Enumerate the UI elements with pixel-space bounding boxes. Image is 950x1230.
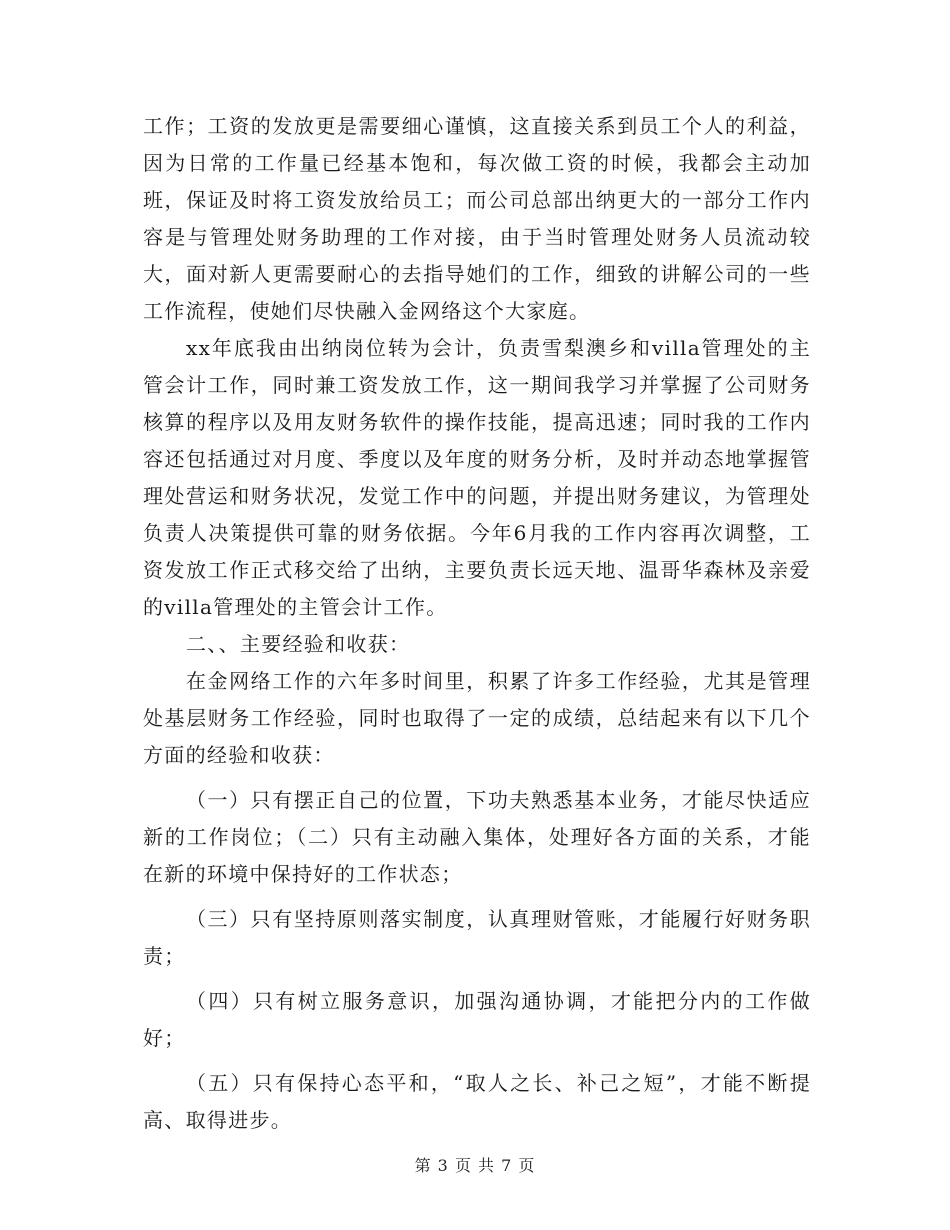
paragraph-point-one-two: （一）只有摆正自己的位置，下功夫熟悉基本业务，才能尽快适应新的工作岗位；（二）只有主动融入集体，处理好各方面的关系，才能在新的环境中保持好的工作状态； — [143, 788, 811, 886]
paragraph-accountant-role: xx年底我由出纳岗位转为会计，负责雪梨澳乡和villa管理处的主管会计工作，同时兼工资发放工作，这一期间我学习并掌握了公司财务核算的程序以及用友财务软件的操作技能，提高迅速；同时我的工作内容还包括通过对月度、季度以及年度的财务分析，及时并动态地掌握管理处营运和财务状况，发觉工作中的问题，并提出财务建议，为管理处负责人决策提供可靠的财务依据。今年6月我的工作内容再次调整，工资发放工作正式移交给了出纳，主要负责长远天地、温哥华森林及亲爱的villa管理处的主管会计工作。 — [143, 336, 811, 619]
page-number-footer: 第 3 页 共 7 页 — [414, 1156, 536, 1175]
section-heading-experience: 二、、主要经验和收获： — [186, 632, 411, 656]
paragraph-point-four: （四）只有树立服务意识，加强沟通协调，才能把分内的工作做好； — [143, 989, 811, 1050]
paragraph-gap — [143, 774, 811, 782]
paragraph-point-five: （五）只有保持心态平和，“取人之长、补己之短”，才能不断提高、取得进步。 — [143, 1071, 811, 1132]
paragraph-experience-intro: 在金网络工作的六年多时间里，积累了许多工作经验，尤其是管理处基层财务工作经验，同时也取得了一定的成绩，总结起来有以下几个方面的经验和收获： — [143, 669, 811, 767]
document-body — [143, 108, 811, 1139]
paragraph-point-three: （三）只有坚持原则落实制度，认真理财管账，才能履行好财务职责； — [143, 907, 811, 968]
paragraph-gap — [143, 893, 811, 901]
paragraph-continued-work: 工作；工资的发放更是需要细心谨慎，这直接关系到员工个人的利益，因为日常的工作量已经基本饱和，每次做工资的时候，我都会主动加班，保证及时将工资发放给员工；而公司总部出纳更大的一部分工作内容是与管理处财务助理的工作对接，由于当时管理处财务人员流动较大，面对新人更需要耐心的去指导她们的工作，细致的讲解公司的一些工作流程，使她们尽快融入金网络这个大家庭。 — [143, 114, 811, 323]
paragraph-gap — [143, 975, 811, 983]
paragraph-gap — [143, 1057, 811, 1065]
